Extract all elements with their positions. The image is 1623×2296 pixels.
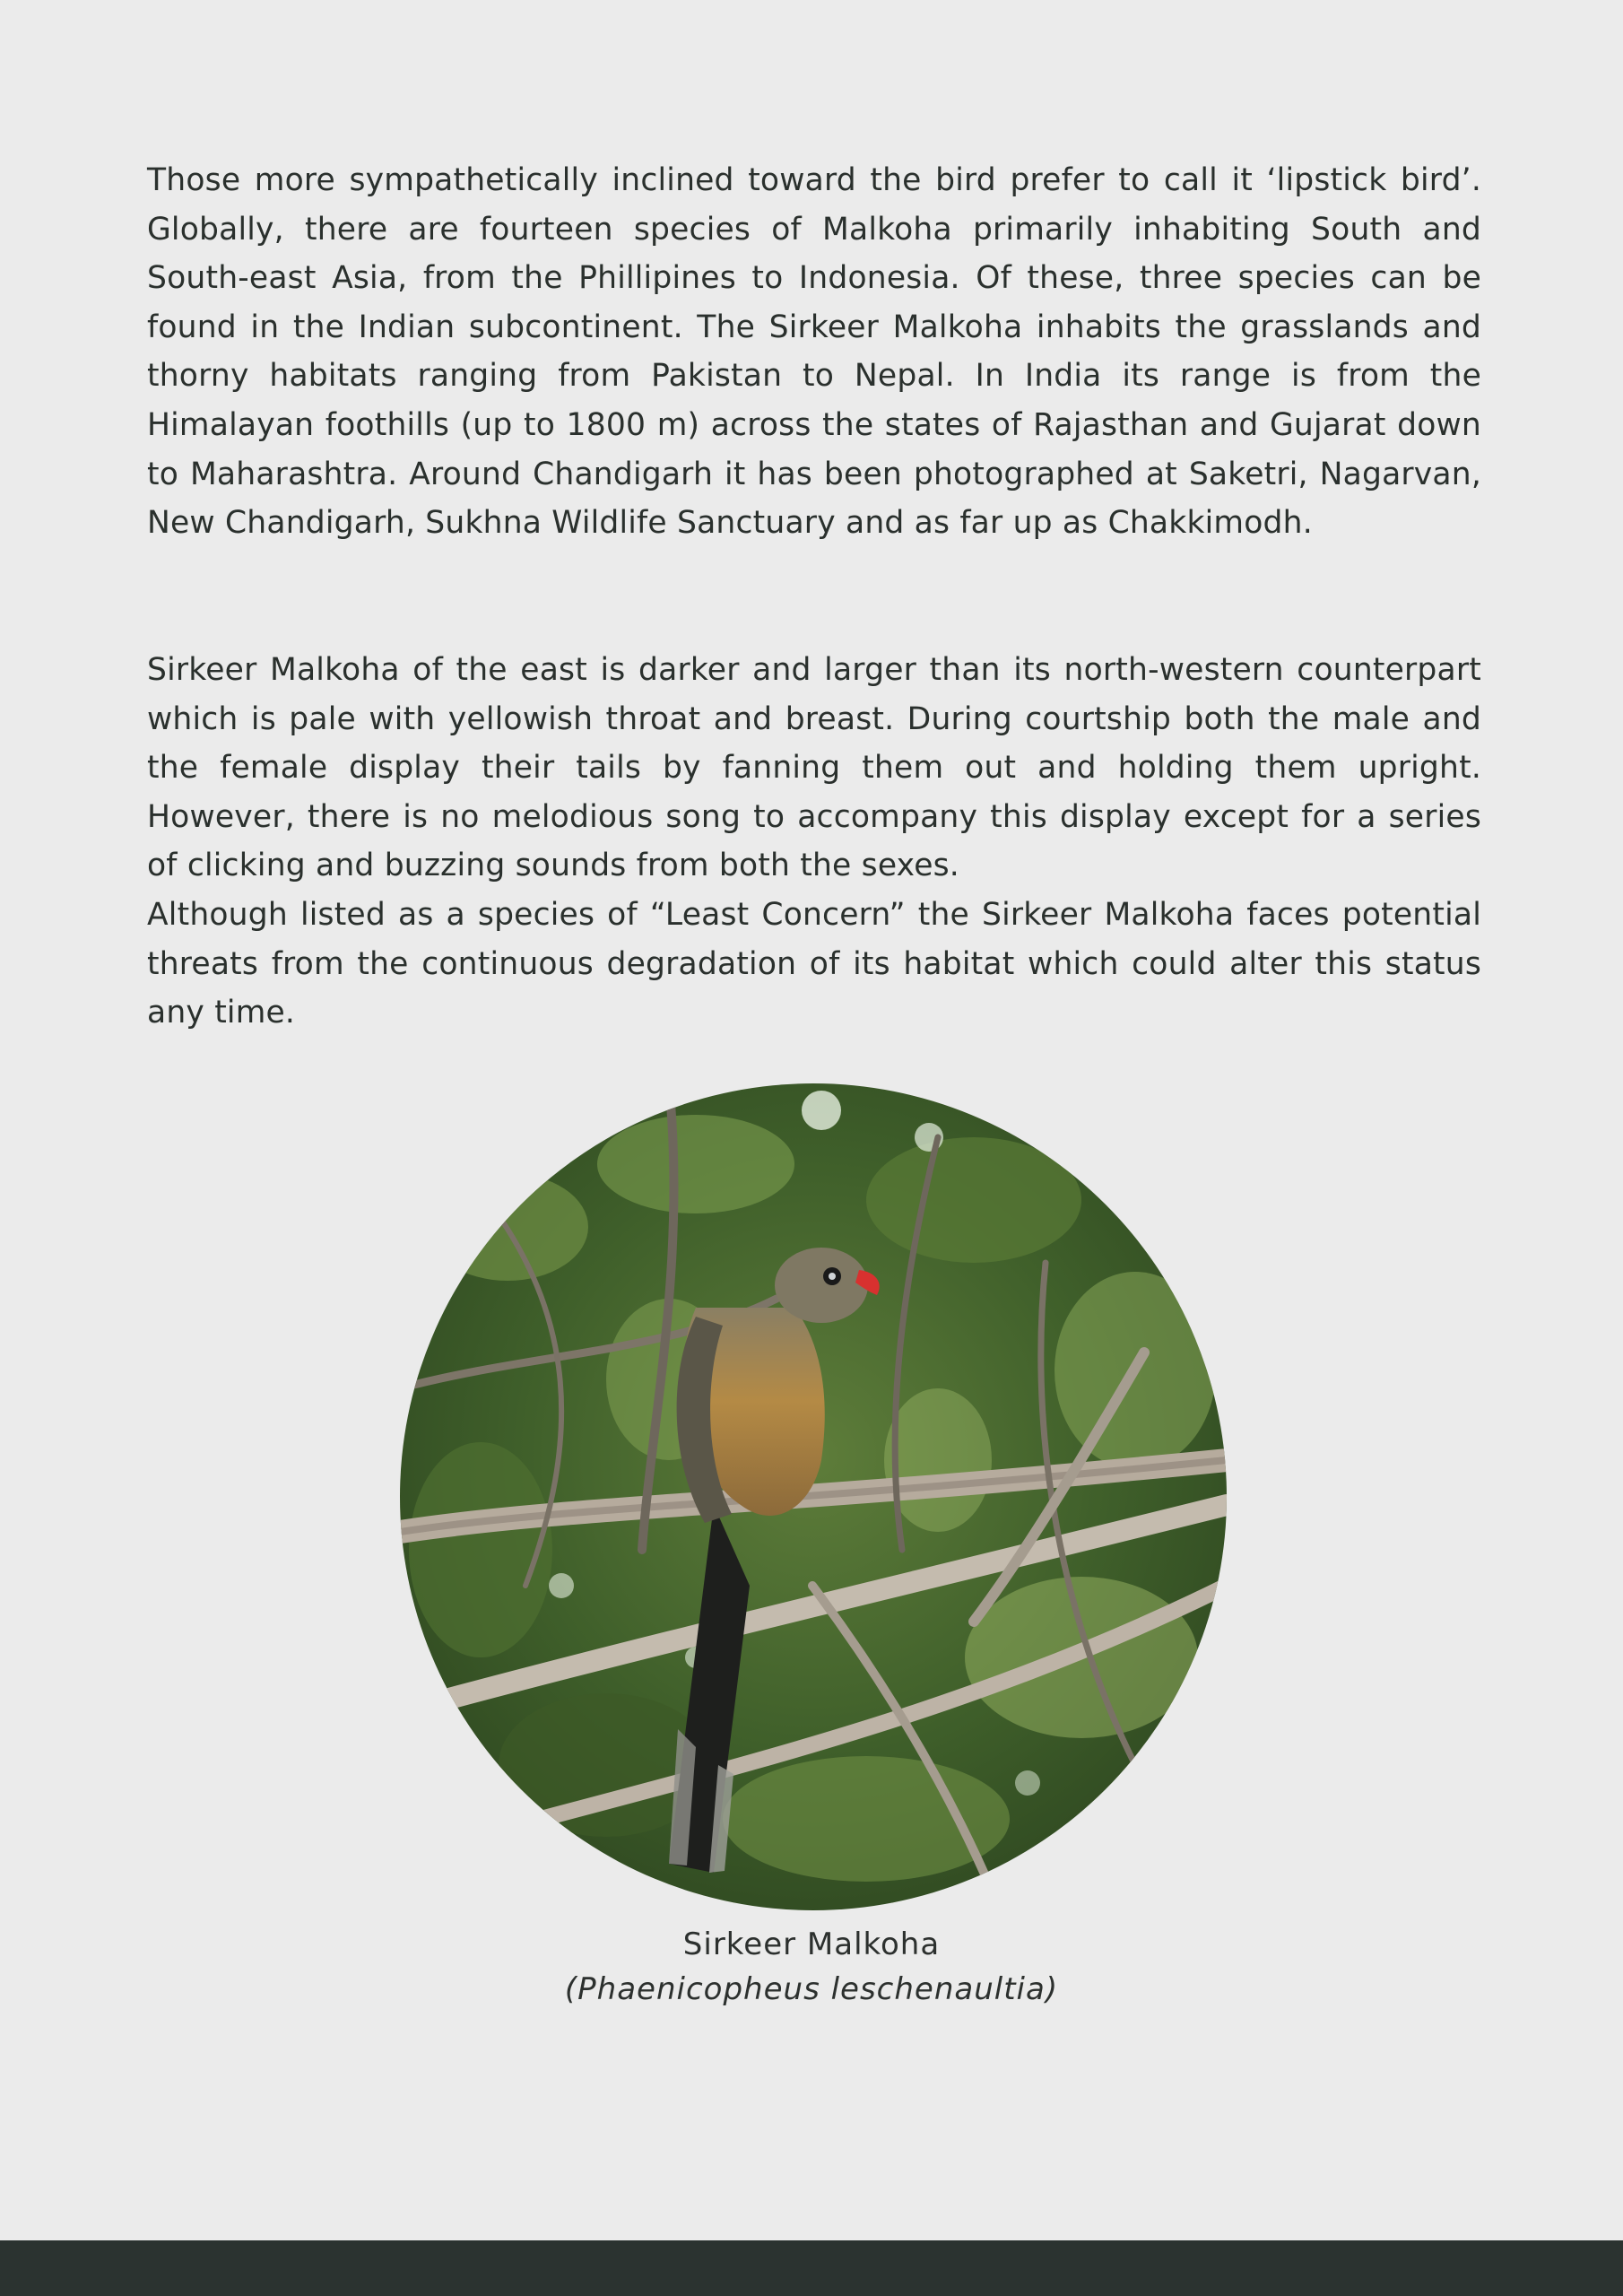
photo-caption-scientific-name: (Phaenicopheus leschenaultia) [564, 1971, 1059, 2007]
article-paragraph-1 [147, 156, 1481, 548]
paragraph-3-text: Although listed as a species of “Least Concern” the Sirkeer Malkoha faces potential threats from the continuous degradation of its habitat which could alter this status any time. [147, 897, 1481, 1031]
article-paragraph-3 [147, 891, 1481, 1038]
photo-caption-name: Sirkeer Malkoha [682, 1926, 941, 1962]
bird-photo [400, 1083, 1227, 1910]
paragraph-2-text: Sirkeer Malkoha of the east is darker and larger than its north-western counterpart which is pale with yellowish throat and breast. During courtship both the male and the female display their tails by fanning them out and holding them upright. However, there is no melodious song to accompany this display except for a series of clicking and buzzing sounds from both the sexes. [147, 652, 1481, 884]
footer-bar [0, 2240, 1623, 2296]
bird-photo-illustration [400, 1083, 1227, 1910]
article-paragraph-2 [147, 646, 1481, 891]
paragraph-1-text: Those more sympathetically inclined toward the bird prefer to call it ‘lipstick bird’. Globally, there are fourteen species of Malkoha primarily inhabiting South and South-east Asia, from the Phillipines to Indonesia. Of these, three species can be found in the Indian subcontinent. The Sirkeer Malkoha inhabits the grasslands and thorny habitats ranging from Pakistan to Nepal. In India its range is from the Himalayan foothills (up to 1800 m) across the states of Rajasthan and Gujarat down to Maharashtra. Around Chandigarh it has been photographed at Saketri, Nagarvan, New Chandigarh, Sukhna Wildlife Sanctuary and as far up as Chakkimodh. [147, 162, 1481, 542]
